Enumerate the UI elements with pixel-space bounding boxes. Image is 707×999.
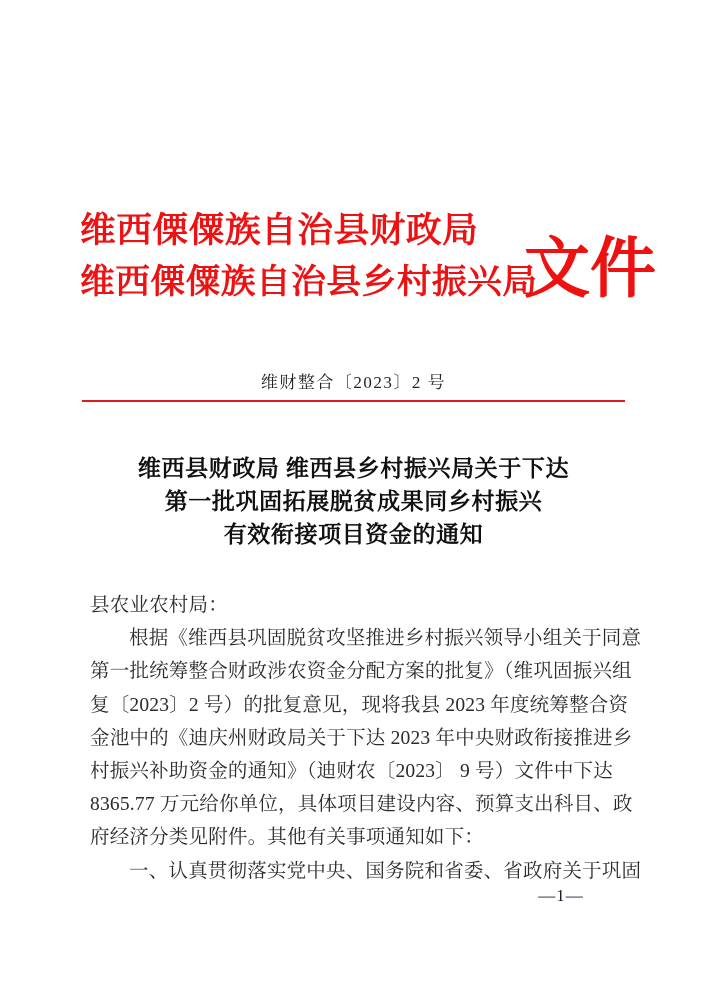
masthead-document-word: 文件 [524,233,656,306]
body-line-5: 村振兴补助资金的通知》（迪财农〔2023〕 9 号）文件中下达 [90,761,613,783]
document-body [90,589,642,888]
body-line-2: 第一批统筹整合财政涉农资金分配方案的批复》（维巩固振兴组 [90,661,632,683]
document-title-line-2: 第一批巩固拓展脱贫成果同乡村振兴 [164,489,543,514]
body-line-1: 根据《维西县巩固脱贫攻坚推进乡村振兴领导小组关于同意 [129,628,642,650]
masthead-organization-names [80,205,536,309]
masthead-red-rule [82,400,625,402]
body-line-3: 复〔2023〕2 号）的批复意见，现将我县 2023 年度统筹整合资 [90,694,629,716]
body-clause-first: 一、认真贯彻落实党中央、国务院和省委、省政府关于巩固 [129,860,642,882]
masthead-organization-line-2: 维西傈僳族自治县乡村振兴局 [80,264,538,301]
document-number: 维财整合〔2023〕2 号 [260,373,447,392]
body-line-6: 8365.77 万元给你单位，具体项目建设内容、预算支出科目、政 [90,794,633,816]
masthead-organization-line-1: 维西傈僳族自治县财政局 [80,211,479,250]
masthead [0,205,707,340]
body-line-4: 金池中的《迪庆州财政局关于下达 2023 年中央财政衔接推进乡 [90,727,633,749]
document-title-line-3: 有效衔接项目资金的通知 [223,522,484,547]
body-line-7: 府经济分类见附件。其他有关事项通知如下： [90,827,485,849]
page-number: —1— [538,886,584,905]
body-recipient-line: 县农业农村局： [90,595,228,616]
document-title-line-1: 维西县财政局 维西县乡村振兴局关于下达 [137,456,570,481]
document-title [0,452,707,551]
